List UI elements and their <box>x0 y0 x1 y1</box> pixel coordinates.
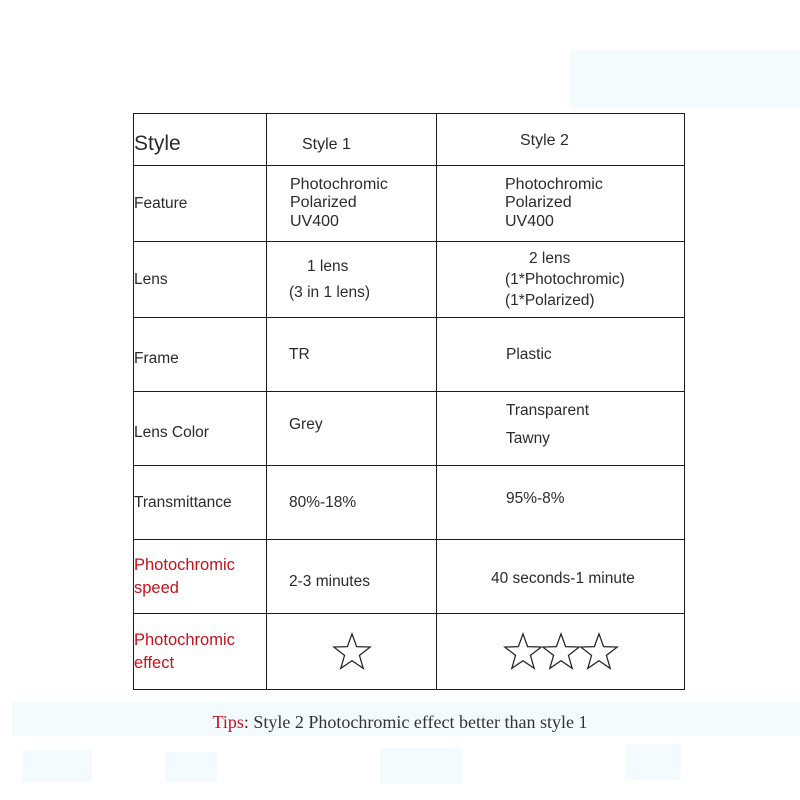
table-row-photochromic-effect <box>134 614 685 690</box>
star-outline-icon <box>540 631 582 673</box>
row-label-transmittance: Transmittance <box>134 466 267 540</box>
cell-lens-color-style-2: Transparent Tawny <box>437 392 685 466</box>
row-label-frame: Frame <box>134 318 267 392</box>
cell-frame-style-1: TR <box>267 318 437 392</box>
table-row-lens-color <box>134 392 685 466</box>
row-label-feature: Feature <box>134 166 267 242</box>
watermark-patch <box>570 50 800 108</box>
header-style-2: Style 2 <box>437 114 685 166</box>
tips-text: : Style 2 Photochromic effect better than style 1 <box>243 712 588 732</box>
table-row-photochromic-speed <box>134 540 685 614</box>
row-label-lens-color: Lens Color <box>134 392 267 466</box>
table-header-row <box>134 114 685 166</box>
table-row-frame <box>134 318 685 392</box>
cell-feature-style-1: Photochromic Polarized UV400 <box>267 166 437 242</box>
header-style-label: Style <box>134 114 267 166</box>
star-rating-style-2 <box>437 631 684 673</box>
watermark-patch <box>625 744 681 780</box>
cell-lens-style-1: 1 lens (3 in 1 lens) <box>267 242 437 318</box>
spec-comparison-table <box>133 113 685 690</box>
table-row-transmittance <box>134 466 685 540</box>
cell-feature-style-2: Photochromic Polarized UV400 <box>437 166 685 242</box>
tips-label: Tips <box>212 712 244 732</box>
cell-effect-style-1 <box>267 614 437 690</box>
table-row-lens <box>134 242 685 318</box>
cell-lens-color-style-1: Grey <box>267 392 437 466</box>
watermark-patch <box>165 752 217 782</box>
cell-transmittance-style-1: 80%-18% <box>267 466 437 540</box>
tips-note <box>0 712 800 733</box>
cell-frame-style-2: Plastic <box>437 318 685 392</box>
cell-speed-style-2: 40 seconds-1 minute <box>437 540 685 614</box>
row-label-photochromic-speed: Photochromic speed <box>134 540 267 614</box>
watermark-patch <box>22 750 92 782</box>
table-row-feature <box>134 166 685 242</box>
star-rating-style-1 <box>267 631 436 673</box>
star-outline-icon <box>502 631 544 673</box>
row-label-lens: Lens <box>134 242 267 318</box>
header-style-1: Style 1 <box>267 114 437 166</box>
cell-effect-style-2 <box>437 614 685 690</box>
star-outline-icon <box>578 631 620 673</box>
watermark-patch <box>380 748 462 784</box>
cell-lens-style-2: 2 lens (1*Photochromic) (1*Polarized) <box>437 242 685 318</box>
cell-speed-style-1: 2-3 minutes <box>267 540 437 614</box>
row-label-photochromic-effect: Photochromic effect <box>134 614 267 690</box>
star-outline-icon <box>331 631 373 673</box>
cell-transmittance-style-2: 95%-8% <box>437 466 685 540</box>
